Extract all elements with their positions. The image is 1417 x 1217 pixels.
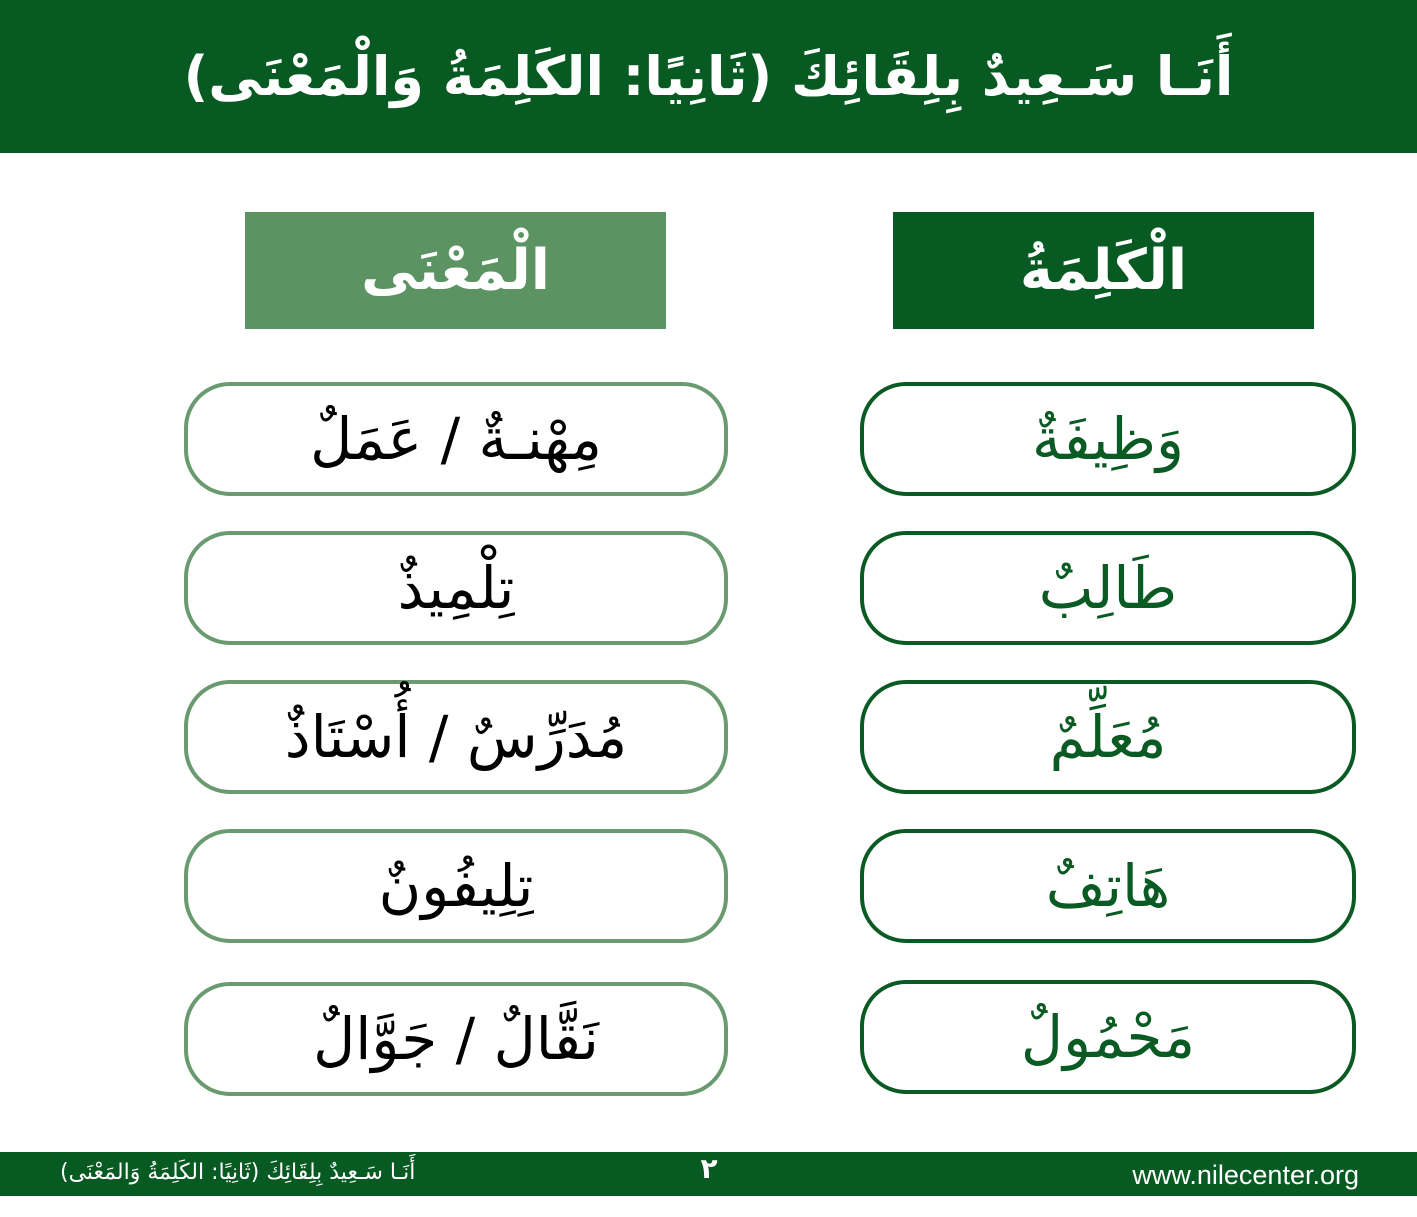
word-card — [860, 680, 1356, 794]
word-text: هَاتِفٌ — [1045, 852, 1171, 920]
meaning-card — [184, 829, 728, 943]
word-text: طَالِبٌ — [1038, 554, 1178, 622]
footer-title: أَنَـا سَـعِيدٌ بِلِقَائِكَ (ثَانِيًا: الكَلِمَةُ وَالمَعْنَى) — [60, 1160, 416, 1185]
meaning-text: مُدَرِّسٌ / أُسْتَاذٌ — [284, 703, 628, 771]
header-bar — [0, 0, 1417, 153]
website-link[interactable]: www.nilecenter.org — [1132, 1160, 1359, 1190]
word-card — [860, 382, 1356, 496]
meaning-text: مِهْنـةٌ / عَمَلٌ — [310, 405, 602, 473]
meaning-card — [184, 531, 728, 645]
word-card — [860, 531, 1356, 645]
page-title: أَنَـا سَـعِيدٌ بِلِقَائِكَ (ثَانِيًا: الكَلِمَةُ وَالْمَعْنَى) — [183, 45, 1234, 108]
meaning-text: تِلِيفُونٌ — [378, 852, 534, 920]
meaning-card — [184, 382, 728, 496]
word-text: وَظِيفَةٌ — [1031, 405, 1185, 473]
meaning-card — [184, 680, 728, 794]
meaning-text: تِلْمِيذٌ — [397, 554, 515, 622]
page-number: ٢ — [700, 1152, 718, 1185]
word-text: مُعَلِّمٌ — [1049, 703, 1167, 771]
word-text: مَحْمُولٌ — [1020, 1003, 1196, 1071]
meaning-card — [184, 982, 728, 1096]
word-card — [860, 829, 1356, 943]
meaning-column-header: الْمَعْنَى — [245, 212, 666, 329]
word-column-header: الْكَلِمَةُ — [893, 212, 1314, 329]
meaning-text: نَقَّالٌ / جَوَّالٌ — [313, 1005, 599, 1073]
word-card — [860, 980, 1356, 1094]
